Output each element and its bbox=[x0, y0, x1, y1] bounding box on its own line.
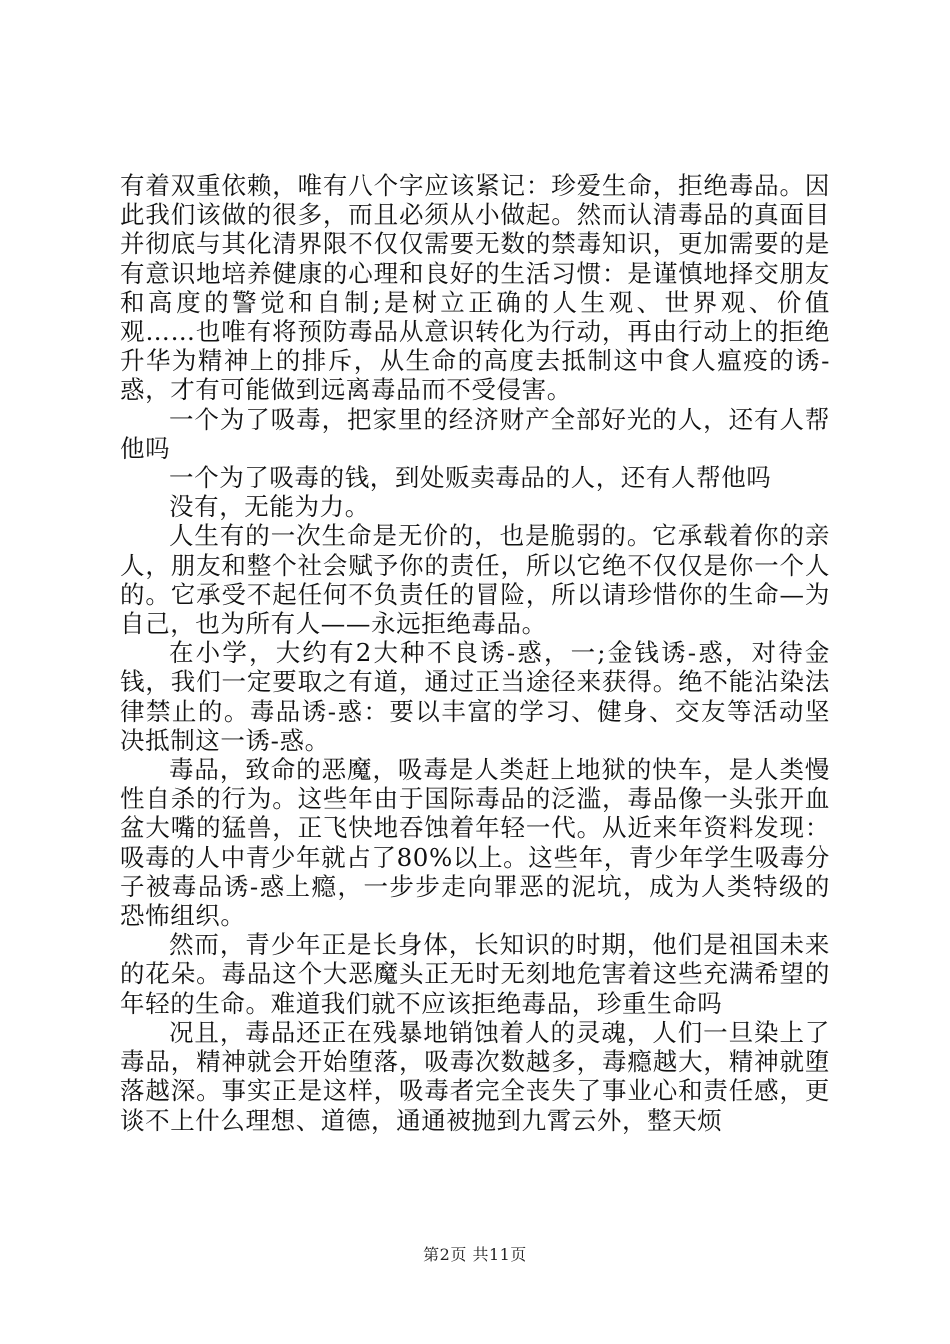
paragraph: 然而，青少年正是长身体，长知识的时期，他们是祖国未来的花朵。毒品这个大恶魔头正无时无刻地危害着这些充满希望的年轻的生命。难道我们就不应该拒绝毒品，珍重生命吗 bbox=[120, 930, 830, 1018]
paragraph: 人生有的一次生命是无价的，也是脆弱的。它承载着你的亲人，朋友和整个社会赋予你的责任，所以它绝不仅仅是你一个人的。它承受不起任何不负责任的冒险，所以请珍惜你的生命—为自己，也为所有人——永远拒绝毒品。 bbox=[120, 521, 830, 639]
paragraph: 没有，无能为力。 bbox=[169, 492, 370, 522]
paragraph: 一个为了吸毒，把家里的经济财产全部好光的人，还有人帮他吗 bbox=[120, 404, 830, 463]
paragraph: 况且，毒品还正在残暴地销蚀着人的灵魂，人们一旦染上了毒品，精神就会开始堕落，吸毒次数越多，毒瘾越大，精神就堕落越深。事实正是这样，吸毒者完全丧失了事业心和责任感，更谈不上什么理想、道德，通通被抛到九霄云外，整天烦 bbox=[120, 1017, 830, 1135]
document-body bbox=[120, 171, 830, 1135]
page-number-footer: 第2页 共11页 bbox=[423, 1245, 527, 1264]
paragraph: 在小学，大约有2大种不良诱-惑，一;金钱诱-惑，对待金钱，我们一定要取之有道，通过正当途径来获得。绝不能沾染法律禁止的。毒品诱-惑：要以丰富的学习、健身、交友等活动坚决抵制这一诱-惑。 bbox=[120, 638, 830, 755]
paragraph-continuation: 有着双重依赖，唯有八个字应该紧记：珍爱生命，拒绝毒品。因此我们该做的很多，而且必须从小做起。然而认清毒品的真面目并彻底与其化清界限不仅仅需要无数的禁毒知识，更加需要的是有意识地培养健康的心理和良好的生活习惯：是谨慎地择交朋友和高度的警觉和自制;是树立正确的人生观、世界观、价值观……也唯有将预防毒品从意识转化为行动，再由行动上的拒绝升华为精神上的排斥，从生命的高度去抵制这中食人瘟疫的诱-惑，才有可能做到远离毒品而不受侵害。 bbox=[120, 171, 830, 405]
paragraph: 毒品，致命的恶魔，吸毒是人类赶上地狱的快车，是人类慢性自杀的行为。这些年由于国际毒品的泛滥，毒品像一头张开血盆大嘴的猛兽，正飞快地吞蚀着年轻一代。从近来年资料发现：吸毒的人中青少年就占了80%以上。这些年，青少年学生吸毒分子被毒品诱-惑上瘾，一步步走向罪恶的泥坑，成为人类特级的恐怖组织。 bbox=[120, 755, 830, 931]
paragraph: 一个为了吸毒的钱，到处贩卖毒品的人，还有人帮他吗 bbox=[169, 463, 772, 493]
